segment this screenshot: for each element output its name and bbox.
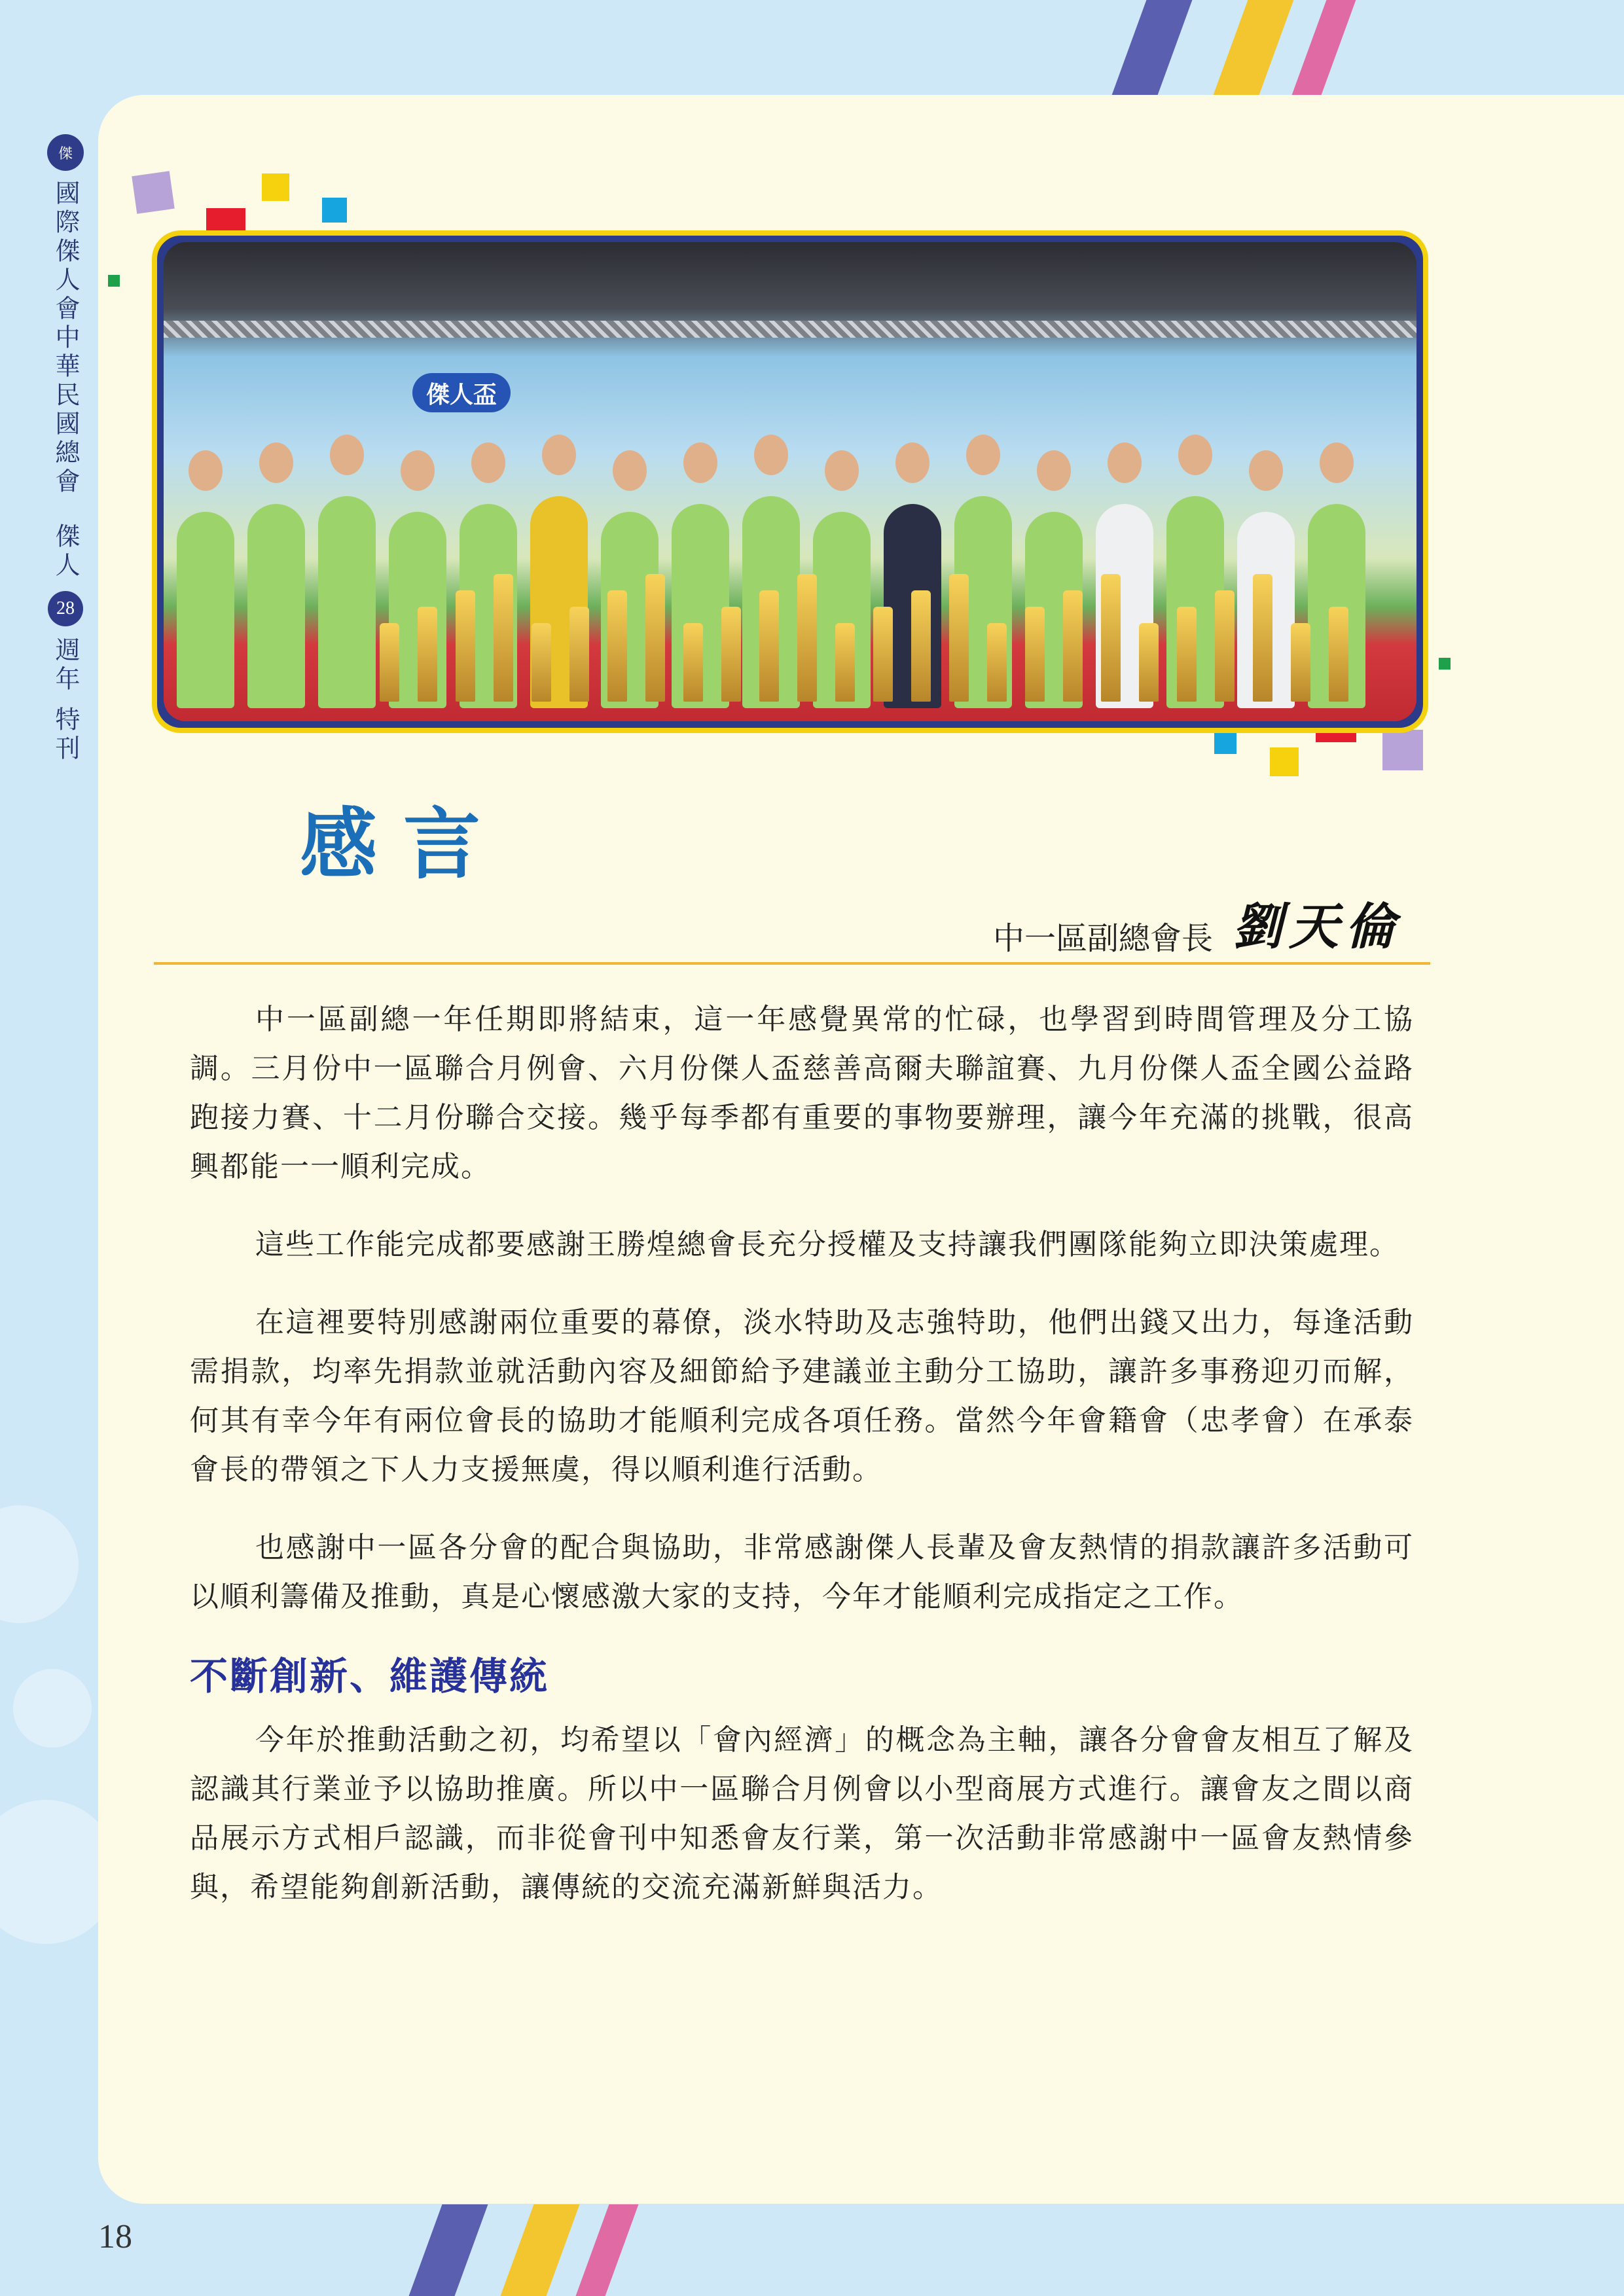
trophy (987, 623, 1007, 702)
person-head (1037, 450, 1071, 491)
decor-square (1270, 747, 1299, 776)
decor-square (1382, 730, 1423, 770)
trophy (721, 607, 741, 702)
trophy (1329, 607, 1348, 702)
anniversary-badge: 28 (48, 591, 83, 626)
trophy (949, 574, 969, 702)
trophy (1101, 574, 1121, 702)
page-number: 18 (98, 2218, 132, 2255)
divider (154, 962, 1430, 965)
paragraph: 這些工作能完成都要感謝王勝煌總會長充分授權及支持讓我們團隊能夠立即決策處理。 (255, 1228, 1399, 1261)
sidebar (39, 134, 92, 764)
article-body (190, 995, 1414, 1941)
paragraph: 今年於推動活動之初，均希望以「會內經濟」的概念為主軸，讓各分會會友相互了解及認識其行業並予以協助推廣。所以中一區聯合月例會以小型商展方式進行。讓會友之間以商品展示方式相戶認識，而非從會刊中知悉會友行業，第一次活動非常感謝中一區會友熱情參與，希望能夠創新活動，讓傳統的交流充滿新鮮與活力。 (190, 1723, 1414, 1904)
decor-square (322, 198, 347, 223)
byline (993, 887, 1401, 958)
decor-square (1439, 658, 1451, 670)
paragraph: 中一區副總一年任期即將結束，這一年感覺異常的忙碌，也學習到時間管理及分工協調。三月份中一區聯合月例會、六月份傑人盃慈善高爾夫聯誼賽、九月份傑人盃全國公益路跑接力賽、十二月份聯合交接。幾乎每季都有重要的事物要辦理，讓今年充滿的挑戰，很高興都能一一順利完成。 (190, 1003, 1414, 1183)
trophy (418, 607, 437, 702)
trophy (645, 574, 665, 702)
decor-bubble (0, 1505, 79, 1623)
person-head (895, 442, 929, 483)
trophy (1177, 607, 1197, 702)
trophy (911, 590, 931, 702)
trophy (1253, 574, 1272, 702)
trophy (1215, 590, 1235, 702)
person-head (542, 435, 576, 475)
author-role: 中一區副總會長 (992, 920, 1213, 957)
trophy (1139, 623, 1159, 702)
decor-stripe-purple (409, 2204, 488, 2296)
person-head (754, 435, 788, 475)
stage-truss (164, 321, 1416, 338)
person-head (1249, 450, 1283, 491)
trophy (1063, 590, 1083, 702)
trophy (607, 590, 627, 702)
paragraph: 在這裡要特別感謝兩位重要的幕僚，淡水特助及志強特助，他們出錢又出力，每逢活動需捐款，均率先捐款並就活動內容及細節給予建議並主動分工協助，讓許多事務迎刃而解，何其有幸今年有兩位會長的協助才能順利完成各項任務。當然今年會籍會（忠孝會）在承泰會長的帶領之下人力支援無虞，得以順利進行活動。 (190, 1306, 1414, 1486)
person-head (1108, 442, 1142, 483)
decor-square (132, 171, 175, 214)
decor-square (1214, 732, 1236, 754)
trophy (380, 623, 399, 702)
decor-stripe-pink (1292, 0, 1356, 95)
person-head (683, 442, 717, 483)
trophy (797, 574, 817, 702)
issue-label-right: 週年 特刊 (51, 637, 80, 764)
section-subheading: 不斷創新、維護傳統 (190, 1654, 550, 1698)
person-figure (318, 496, 376, 708)
event-photo (152, 230, 1428, 733)
trophy (569, 607, 589, 702)
person-head (189, 450, 223, 491)
photo-scene (164, 242, 1416, 721)
person-head (1178, 435, 1212, 475)
person-figure (247, 504, 305, 708)
trophy (759, 590, 779, 702)
trophy (835, 623, 855, 702)
org-logo-icon: 傑 (47, 134, 84, 171)
decor-bubble (13, 1669, 92, 1748)
trophy (494, 574, 513, 702)
article-title: 感言 (300, 798, 507, 889)
person-head (966, 435, 1000, 475)
trophy (456, 590, 475, 702)
person-head (825, 450, 859, 491)
banner-badge: 傑人盃 (412, 373, 511, 412)
author-name: 劉天倫 (1233, 897, 1401, 956)
decor-square (108, 275, 120, 287)
org-name: 國際傑人會中華民國總會 (51, 180, 80, 497)
issue-label-left: 傑人 (51, 523, 80, 581)
decor-stripe-yellow (501, 2204, 580, 2296)
decor-square (206, 208, 245, 230)
person-head (259, 442, 293, 483)
person-head (330, 435, 364, 475)
person-figure (177, 512, 234, 708)
decor-square (262, 173, 289, 201)
trophy (1291, 623, 1310, 702)
trophy (873, 607, 893, 702)
person-head (471, 442, 505, 483)
paragraph: 也感謝中一區各分會的配合與協助，非常感謝傑人長輩及會友熱情的捐款讓許多活動可以順利籌備及推動，真是心懷感激大家的支持，今年才能順利完成指定之工作。 (190, 1531, 1414, 1613)
person-head (613, 450, 647, 491)
decor-stripe-purple (1112, 0, 1193, 95)
trophy (532, 623, 551, 702)
trophy (683, 623, 703, 702)
trophy (1025, 607, 1045, 702)
person-head (401, 450, 435, 491)
decor-stripe-yellow (1214, 0, 1294, 95)
person-head (1320, 442, 1354, 483)
decor-stripe-pink (576, 2204, 639, 2296)
